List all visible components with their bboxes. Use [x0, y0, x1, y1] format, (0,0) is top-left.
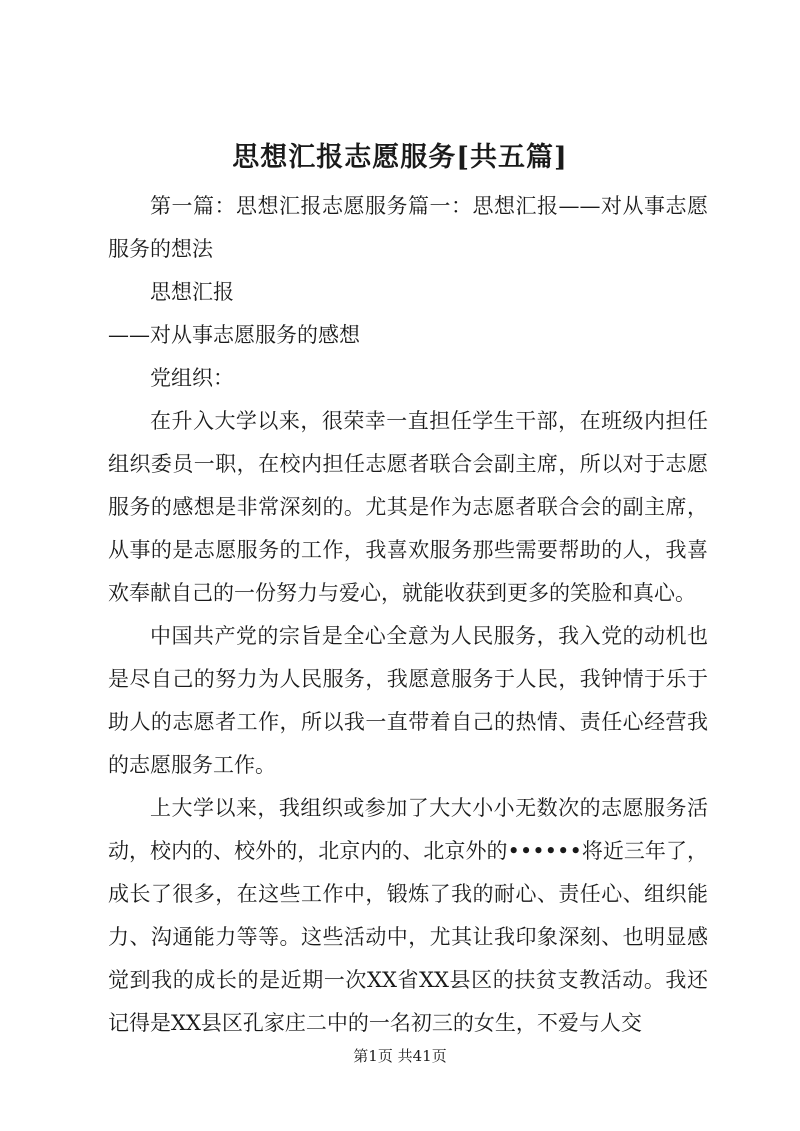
page-footer: 第1页 共41页	[353, 1047, 447, 1065]
paragraph-heading: 第一篇：思想汇报志愿服务篇一：思想汇报——对从事志愿服务的想法	[108, 194, 708, 261]
paragraph-salutation: 党组织：	[150, 366, 234, 390]
paragraph-body: 上大学以来，我组织或参加了大大小小无数次的志愿服务活动，校内的、校外的，北京内的、北京外的••••••将近三年了，成长了很多，在这些工作中，锻炼了我的耐心、责任心、组织能力、沟通能力等等。这些活动中，尤其让我印象深刻、也明显感觉到我的成长的是近期一次XX省XX县区的扶贫支教活动。我还记得是XX县区孔家庄二中的一名初三的女生，不爱与人交	[108, 796, 708, 1035]
paragraph-subtitle: ——对从事志愿服务的感想	[108, 323, 360, 347]
paragraph-body: 在升入大学以来，很荣幸一直担任学生干部，在班级内担任组织委员一职，在校内担任志愿者联合会副主席，所以对于志愿服务的感想是非常深刻的。尤其是作为志愿者联合会的副主席，从事的是志愿服务的工作，我喜欢服务那些需要帮助的人，我喜欢奉献自己的一份努力与爱心，就能收获到更多的笑脸和真心。	[108, 409, 708, 605]
paragraph-report-title: 思想汇报	[150, 280, 234, 304]
document-title: 思想汇报志愿服务[共五篇]	[232, 142, 568, 173]
document-body	[108, 185, 708, 1045]
paragraph-body: 中国共产党的宗旨是全心全意为人民服务，我入党的动机也是尽自己的努力为人民服务，我愿意服务于人民，我钟情于乐于助人的志愿者工作，所以我一直带着自己的热情、责任心经营我的志愿服务工作。	[108, 624, 708, 777]
